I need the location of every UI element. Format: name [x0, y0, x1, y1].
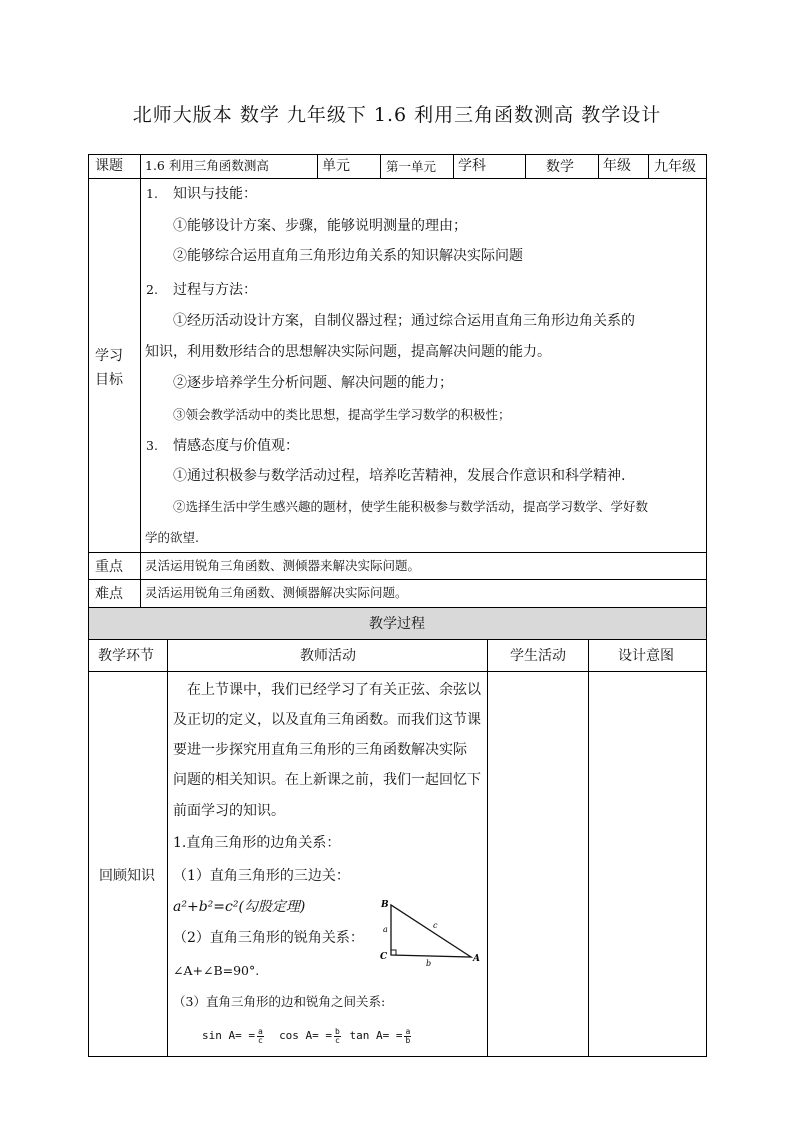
sin-label: sin A= =: [202, 1029, 255, 1042]
cos-fraction: [334, 1028, 341, 1045]
tan-denominator: b: [405, 1035, 411, 1045]
cos-label: cos A= =: [279, 1029, 333, 1042]
vertex-a-label: A: [473, 954, 480, 964]
side-a-label: a: [383, 925, 388, 934]
objective-3-b-line2: 学的欲望.: [145, 530, 199, 545]
objective-1-number: 1.: [146, 186, 158, 201]
review-item-1: 1.直角三角形的边角关系：: [173, 835, 341, 851]
cos-denominator: c: [335, 1035, 340, 1045]
sin-denominator: c: [257, 1035, 263, 1045]
objective-1-a: ①能够设计方案、步骤，能够说明测量的理由；: [173, 218, 467, 234]
review-item-1-1: （1）直角三角形的三边关：: [173, 868, 350, 884]
process-header: 教学过程: [369, 616, 425, 632]
topic-value: 1.6 利用三角函数测高: [145, 158, 269, 173]
key-point-label: 重点: [95, 559, 123, 575]
pythagorean-formula: a²+b²=c²(勾股定理): [173, 899, 306, 915]
unit-label: 单元: [322, 158, 350, 174]
sin-fraction: [257, 1028, 264, 1045]
objective-2-title: 过程与方法：: [173, 282, 257, 298]
tan-label: tan A= =: [349, 1029, 403, 1042]
vertex-c-label: C: [380, 952, 388, 962]
col-teacher-header: 教师活动: [300, 648, 356, 664]
objective-2-b: ②逐步培养学生分析问题、解决问题的能力；: [173, 375, 453, 391]
objective-3-number: 3.: [146, 438, 158, 453]
tan-numerator: a: [405, 1026, 411, 1036]
subject-label: 学科: [458, 158, 486, 174]
topic-label: 课题: [95, 158, 123, 174]
cos-numerator: b: [335, 1026, 340, 1036]
objective-1-b: ②能够综合运用直角三角形边角关系的知识解决实际问题: [173, 248, 523, 264]
right-triangle-figure: [376, 895, 486, 967]
objectives-label-line1: 学习: [95, 348, 123, 364]
vertex-b-label: B: [381, 900, 389, 910]
unit-value: 第一单元: [386, 159, 437, 174]
objective-3-b-line1: ②选择生活中学生感兴趣的题材，使学生能积极参与数学活动，提高学习数学、学好数: [173, 499, 649, 514]
grade-value: 九年级: [654, 159, 696, 175]
objective-3-title: 情感态度与价值观：: [173, 438, 299, 454]
review-intro-line5: 前面学习的知识。: [173, 803, 285, 819]
difficulty-label: 难点: [95, 586, 123, 602]
difficulty-text: 灵活运用锐角三角函数、测倾器解决实际问题。: [145, 585, 408, 600]
angle-sum-formula: ∠A+∠B=90°.: [173, 963, 260, 978]
review-intro-line3: 要进一步探究用直角三角形的三角函数解决实际: [173, 742, 467, 758]
review-intro-line1: 在上节课中，我们已经学习了有关正弦、余弦以: [187, 682, 481, 698]
objectives-label-line2: 目标: [95, 372, 123, 388]
objective-2-c: ③领会教学活动中的类比思想，提高学生学习数学的积极性；: [173, 407, 511, 422]
side-c-label: c: [433, 921, 438, 930]
tan-fraction: [404, 1028, 411, 1045]
trig-ratios-row: [202, 1026, 413, 1046]
review-item-1-3: （3）直角三角形的边和锐角之间关系:: [173, 994, 386, 1009]
objective-1-title: 知识与技能：: [173, 186, 257, 202]
sin-numerator: a: [257, 1026, 263, 1036]
objective-2-number: 2.: [146, 282, 158, 297]
triangle-shape: [391, 905, 471, 957]
review-intro-line2: 及正切的定义，以及直角三角函数。而我们这节课: [173, 712, 481, 728]
objective-2-a-line2: 知识，利用数形结合的思想解决实际问题，提高解决问题的能力。: [145, 344, 551, 360]
right-angle-mark: [391, 950, 396, 955]
objective-2-a-line1: ①经历活动设计方案，自制仪器过程；通过综合运用直角三角形边角关系的: [173, 313, 635, 329]
document-title: 北师大版本 数学 九年级下 1.6 利用三角函数测高 教学设计: [132, 104, 662, 126]
col-student-header: 学生活动: [510, 648, 566, 664]
review-stage-label: 回顾知识: [99, 868, 155, 884]
review-item-1-2: （2）直角三角形的锐角关系：: [173, 930, 364, 946]
review-intro-line4: 问题的相关知识。在上新课之前，我们一起回忆下: [173, 772, 481, 788]
subject-value: 数学: [546, 159, 574, 175]
side-b-label: b: [426, 959, 432, 967]
objective-3-a: ①通过积极参与数学活动过程，培养吃苦精神，发展合作意识和科学精神.: [173, 468, 626, 484]
col-stage-header: 教学环节: [98, 648, 154, 664]
grade-label: 年级: [603, 158, 631, 174]
col-design-header: 设计意图: [618, 648, 674, 664]
key-point-text: 灵活运用锐角三角函数、测倾器来解决实际问题。: [145, 558, 421, 573]
